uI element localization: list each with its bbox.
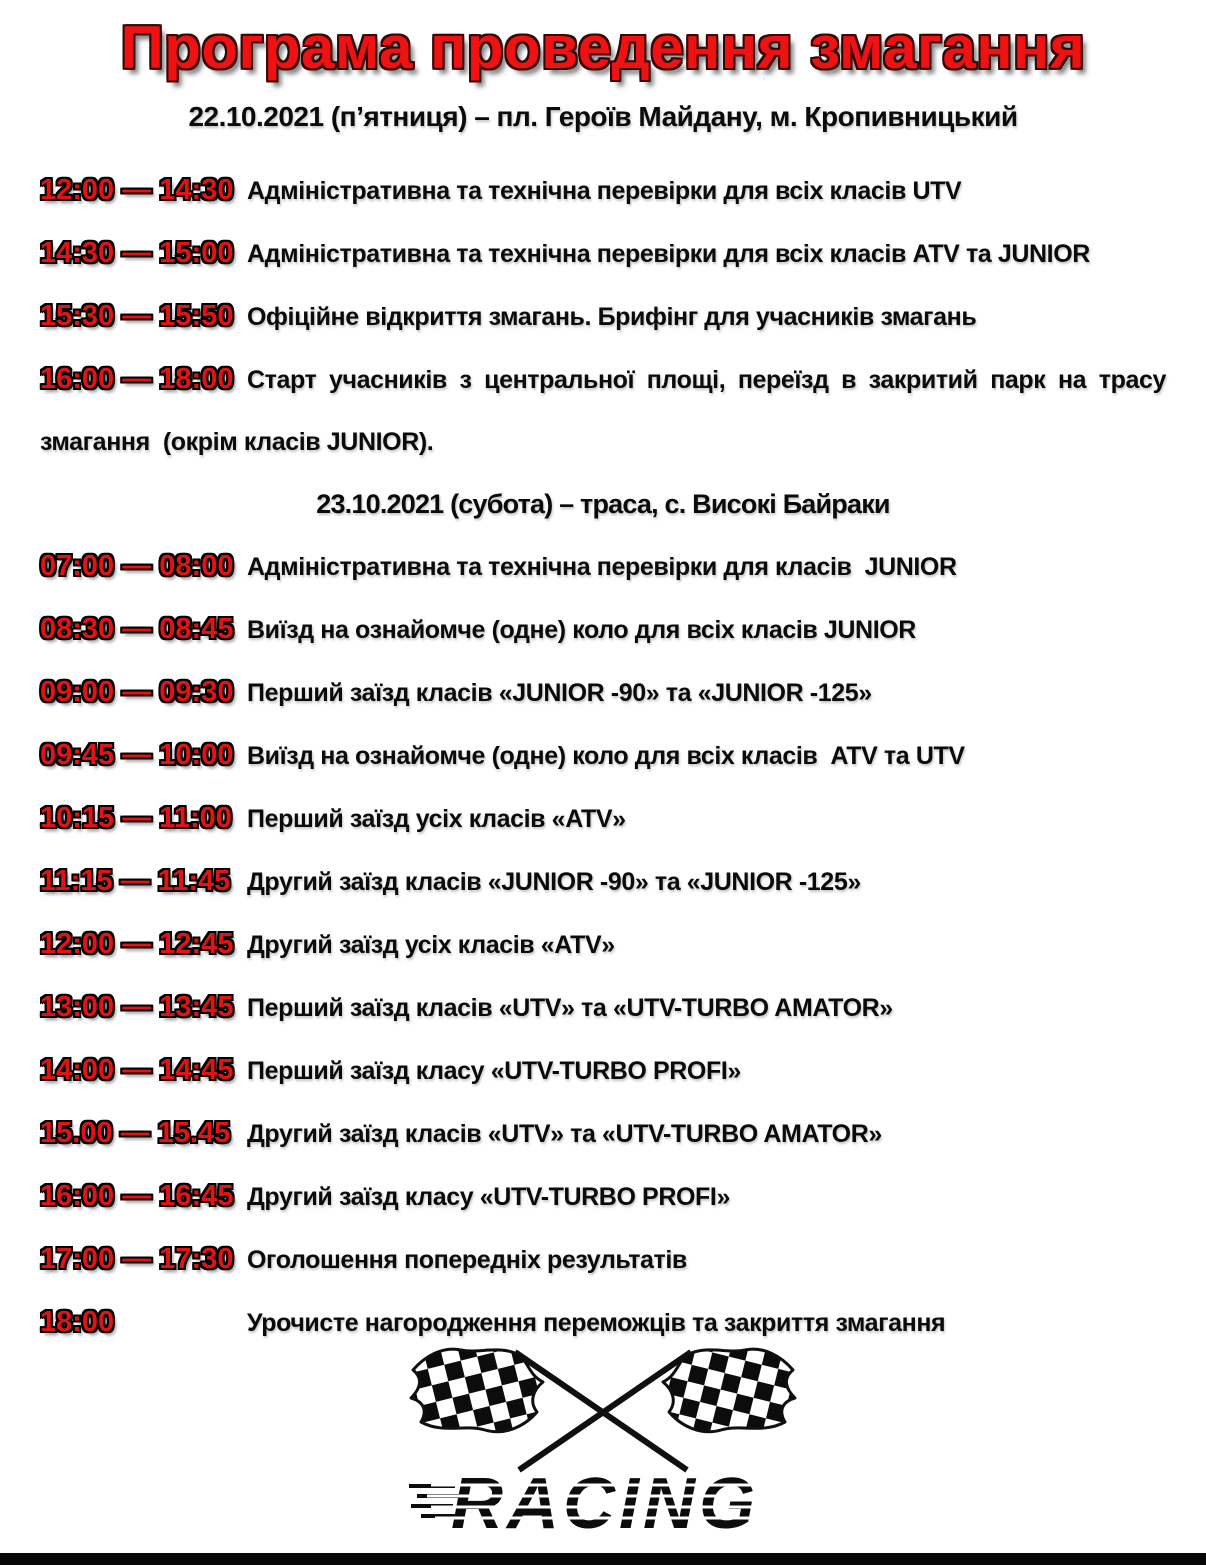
page-title: Програма проведення змагання <box>120 14 1086 81</box>
schedule-row <box>40 285 1166 348</box>
time-label: 14:00 — 14:45 <box>40 1054 234 1087</box>
event-description: Перший заїзд класу «UTV-TURBO PROFI» <box>247 1057 741 1086</box>
time-label: 17:00 — 17:30 <box>40 1243 234 1276</box>
event-description: Другий заїзд класу «UTV-TURBO PROFI» <box>247 1183 730 1212</box>
event-description: Другий заїзд класів «UTV» та «UTV-TURBO AMATOR» <box>247 1120 882 1149</box>
time-label: 09:00 — 09:30 <box>40 676 234 709</box>
checkered-flags-icon <box>403 1340 803 1538</box>
event-description: Адміністративна та технічна перевірки для класів JUNIOR <box>247 553 957 582</box>
event-description: Оголошення попередніх результатів <box>247 1246 687 1275</box>
event-description: Старт учасників з центральної площі, переїзд в закритий парк на трасу змагання (окрім класів JUNIOR). <box>40 366 1166 457</box>
event-description: Виїзд на ознайомче (одне) коло для всіх класів ATV та UTV <box>247 742 965 771</box>
schedule-row <box>40 1228 1166 1291</box>
time-label: 09:45 — 10:00 <box>40 739 234 772</box>
schedule-row <box>40 348 1166 473</box>
time-label: 14:30 — 15:00 <box>40 237 234 270</box>
event-description: Урочисте нагородження переможців та закриття змагання <box>247 1309 946 1338</box>
schedule-row <box>40 976 1166 1039</box>
schedule-row <box>40 1039 1166 1102</box>
schedule-row <box>40 598 1166 661</box>
schedule-row <box>40 850 1166 913</box>
schedule-row <box>40 1165 1166 1228</box>
event-description: Перший заїзд класів «UTV» та «UTV-TURBO AMATOR» <box>247 994 893 1023</box>
time-label: 08:30 — 08:45 <box>40 613 234 646</box>
event-description: Перший заїзд класів «JUNIOR -90» та «JUNIOR -125» <box>247 679 872 708</box>
time-label: 18:00 <box>40 1306 115 1339</box>
schedule-row <box>40 1102 1166 1165</box>
event-description: Другий заїзд усіх класів «ATV» <box>247 931 615 960</box>
racing-logo <box>0 1340 1206 1543</box>
time-label: 16:00 — 18:00 <box>40 363 234 396</box>
footer-bar <box>0 1553 1206 1565</box>
time-label: 16:00 — 16:45 <box>40 1180 234 1213</box>
event-description: Виїзд на ознайомче (одне) коло для всіх класів JUNIOR <box>247 616 916 645</box>
schedule-row <box>40 787 1166 850</box>
event-description: Другий заїзд класів «JUNIOR -90» та «JUNIOR -125» <box>247 868 861 897</box>
time-label: 13:00 — 13:45 <box>40 991 234 1024</box>
schedule-row <box>40 222 1166 285</box>
time-label: 11:15 — 11:45 <box>40 865 231 898</box>
schedule-row <box>40 724 1166 787</box>
day1-heading: 22.10.2021 (п’ятниця) – пл. Героїв Майдану, м. Кропивницький <box>188 101 1018 132</box>
schedule-row <box>40 913 1166 976</box>
racing-logo-text: RACING <box>451 1464 759 1539</box>
time-label: 12:00 — 12:45 <box>40 928 234 961</box>
time-label: 07:00 — 08:00 <box>40 550 234 583</box>
time-label: 15.00 — 15.45 <box>40 1117 231 1150</box>
schedule <box>40 159 1166 1354</box>
racing-wordmark <box>409 1464 779 1538</box>
event-description: Адміністративна та технічна перевірки для всіх класів UTV <box>247 177 962 206</box>
schedule-row <box>40 535 1166 598</box>
schedule-row <box>40 661 1166 724</box>
event-description: Офіційне відкриття змагань. Брифінг для учасників змагань <box>247 303 977 332</box>
schedule-row <box>40 159 1166 222</box>
time-label: 10:15 — 11:00 <box>40 802 232 835</box>
event-description: Адміністративна та технічна перевірки для всіх класів ATV та JUNIOR <box>247 240 1090 269</box>
event-description: Перший заїзд усіх класів «ATV» <box>247 805 626 834</box>
time-label: 15:30 — 15:50 <box>40 300 234 333</box>
time-label: 12:00 — 14:30 <box>40 174 234 207</box>
day2-heading: 23.10.2021 (субота) – траса, с. Високі Байраки <box>316 489 890 520</box>
